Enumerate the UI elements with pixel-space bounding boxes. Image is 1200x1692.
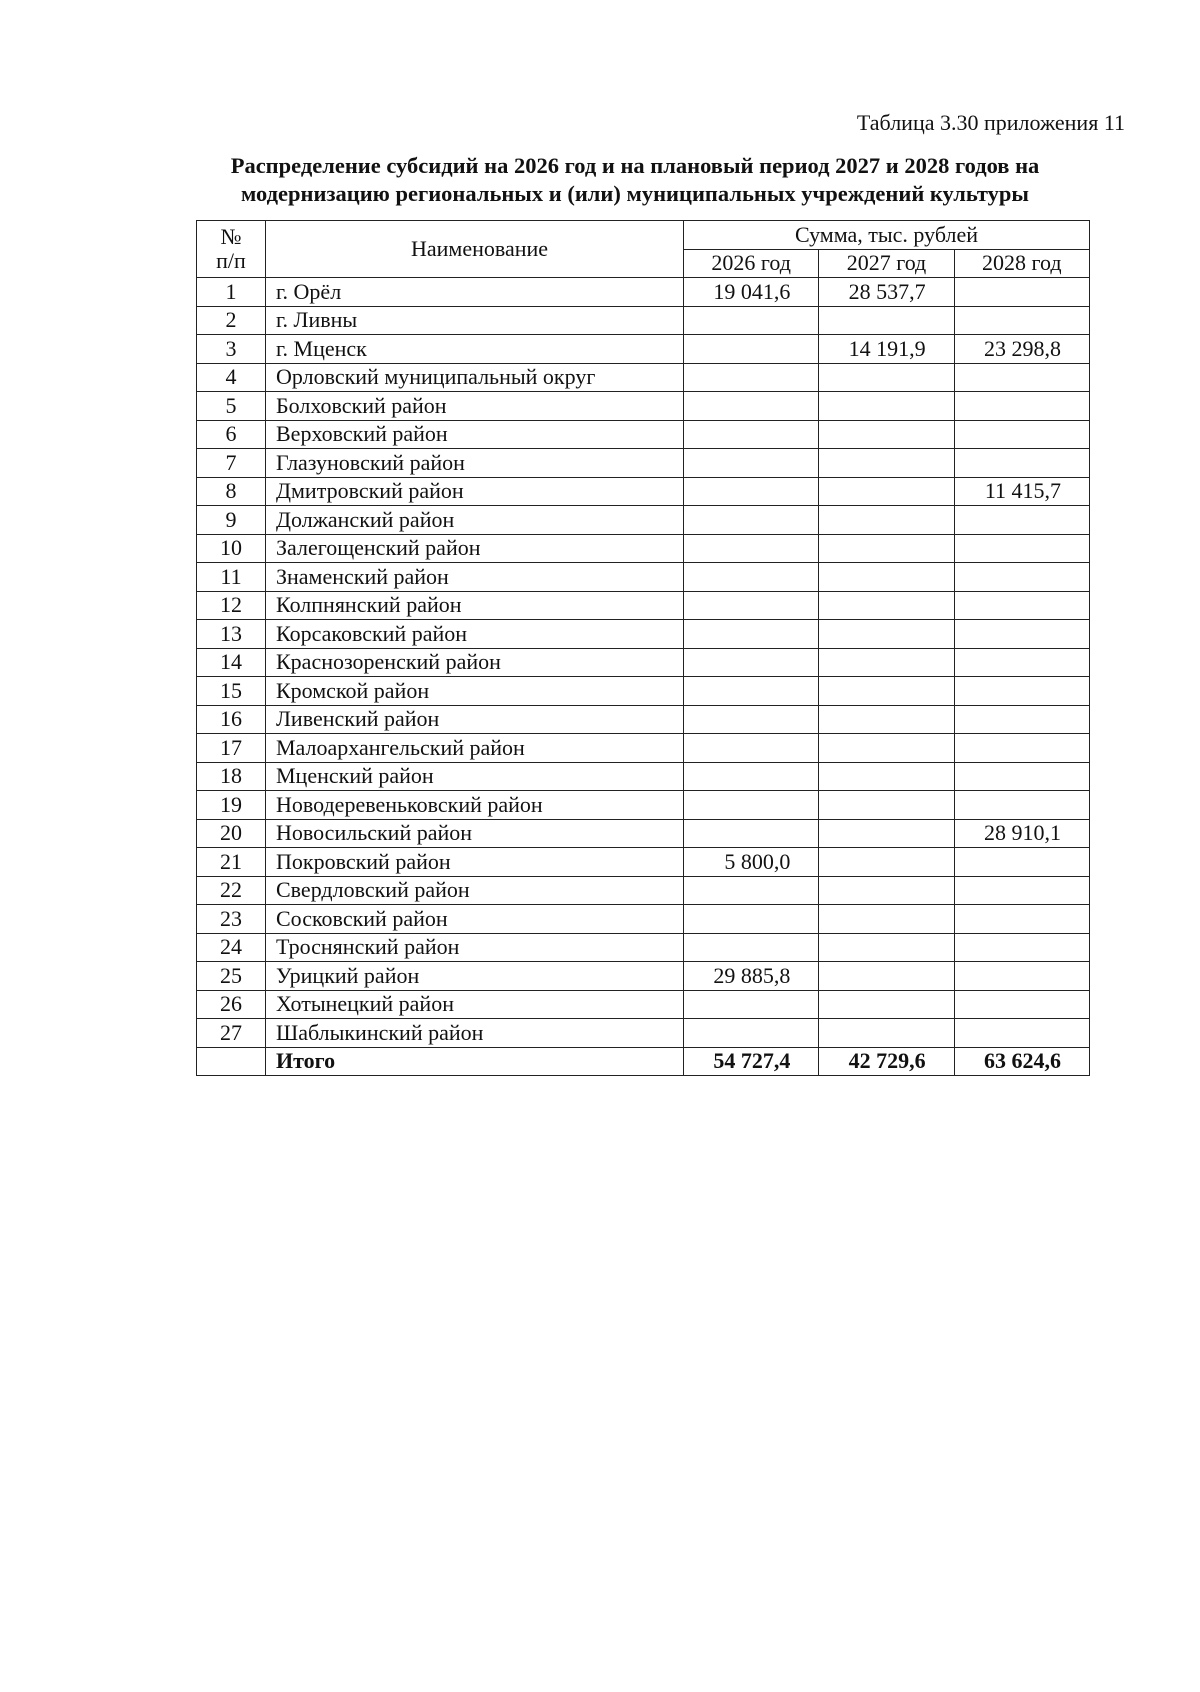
table-row — [197, 591, 1090, 620]
row-number: 5 — [197, 392, 266, 421]
table-row — [197, 677, 1090, 706]
row-number: 26 — [197, 990, 266, 1019]
header-year-2027: 2027 год — [819, 249, 954, 278]
row-value-2028: 11 415,7 — [954, 477, 1089, 506]
row-name: Троснянский район — [266, 933, 684, 962]
table-row — [197, 819, 1090, 848]
row-value-2026 — [684, 363, 819, 392]
row-value-2028 — [954, 791, 1089, 820]
row-value-2027 — [819, 876, 954, 905]
row-number: 12 — [197, 591, 266, 620]
table-body — [197, 278, 1090, 1076]
table-row — [197, 363, 1090, 392]
table-row — [197, 1019, 1090, 1048]
row-name: Шаблыкинский район — [266, 1019, 684, 1048]
row-name: Новосильский район — [266, 819, 684, 848]
row-number: 27 — [197, 1019, 266, 1048]
total-value-2027: 42 729,6 — [819, 1047, 954, 1076]
header-year-2026: 2026 год — [684, 249, 819, 278]
table-row — [197, 506, 1090, 535]
row-value-2026 — [684, 705, 819, 734]
row-name: Краснозоренский район — [266, 648, 684, 677]
header-num-line-1: № — [220, 224, 242, 249]
row-name: Знаменский район — [266, 563, 684, 592]
row-value-2027 — [819, 1019, 954, 1048]
row-number: 6 — [197, 420, 266, 449]
row-value-2026 — [684, 563, 819, 592]
subsidy-table — [196, 220, 1090, 1076]
table-row — [197, 648, 1090, 677]
row-value-2026 — [684, 677, 819, 706]
row-value-2027 — [819, 819, 954, 848]
table-row — [197, 534, 1090, 563]
table-row — [197, 306, 1090, 335]
title-line-2: модернизацию региональных и (или) муниципальных учреждений культуры — [241, 181, 1029, 206]
row-name: Дмитровский район — [266, 477, 684, 506]
row-value-2026 — [684, 449, 819, 478]
row-name: Залегощенский район — [266, 534, 684, 563]
row-value-2026 — [684, 306, 819, 335]
row-value-2027 — [819, 933, 954, 962]
table-row — [197, 420, 1090, 449]
row-value-2028 — [954, 648, 1089, 677]
row-number: 7 — [197, 449, 266, 478]
table-row — [197, 477, 1090, 506]
row-value-2027 — [819, 734, 954, 763]
row-number: 15 — [197, 677, 266, 706]
row-value-2028 — [954, 363, 1089, 392]
row-name: г. Мценск — [266, 335, 684, 364]
row-value-2028 — [954, 734, 1089, 763]
row-value-2028 — [954, 392, 1089, 421]
table-row — [197, 962, 1090, 991]
table-row — [197, 620, 1090, 649]
row-value-2028 — [954, 420, 1089, 449]
row-value-2028 — [954, 848, 1089, 877]
row-name: Мценский район — [266, 762, 684, 791]
row-number: 14 — [197, 648, 266, 677]
row-value-2028 — [954, 677, 1089, 706]
row-value-2027 — [819, 563, 954, 592]
row-value-2027 — [819, 477, 954, 506]
row-value-2027 — [819, 905, 954, 934]
table-row — [197, 905, 1090, 934]
row-number: 19 — [197, 791, 266, 820]
row-name: Новодеревеньковский район — [266, 791, 684, 820]
row-value-2026: 5 800,0 — [684, 848, 819, 877]
row-value-2026 — [684, 762, 819, 791]
row-number: 22 — [197, 876, 266, 905]
row-value-2027 — [819, 677, 954, 706]
row-name: Верховский район — [266, 420, 684, 449]
row-value-2026 — [684, 1019, 819, 1048]
row-number: 1 — [197, 278, 266, 307]
row-value-2028 — [954, 591, 1089, 620]
row-value-2028 — [954, 1019, 1089, 1048]
row-number: 2 — [197, 306, 266, 335]
row-value-2027 — [819, 791, 954, 820]
row-name: Свердловский район — [266, 876, 684, 905]
row-value-2027 — [819, 363, 954, 392]
row-name: Глазуновский район — [266, 449, 684, 478]
row-value-2027 — [819, 990, 954, 1019]
row-value-2026 — [684, 819, 819, 848]
table-row — [197, 791, 1090, 820]
row-number: 21 — [197, 848, 266, 877]
row-value-2028: 23 298,8 — [954, 335, 1089, 364]
row-value-2026: 19 041,6 — [684, 278, 819, 307]
row-value-2027 — [819, 449, 954, 478]
row-value-2028: 28 910,1 — [954, 819, 1089, 848]
row-value-2026 — [684, 876, 819, 905]
row-value-2027 — [819, 392, 954, 421]
row-number: 23 — [197, 905, 266, 934]
header-num-line-2: п/п — [216, 248, 246, 273]
row-number: 4 — [197, 363, 266, 392]
row-value-2026: 29 885,8 — [684, 962, 819, 991]
table-row — [197, 705, 1090, 734]
row-number: 16 — [197, 705, 266, 734]
total-value-2028: 63 624,6 — [954, 1047, 1089, 1076]
row-number: 24 — [197, 933, 266, 962]
row-value-2027: 14 191,9 — [819, 335, 954, 364]
row-value-2028 — [954, 306, 1089, 335]
row-value-2026 — [684, 620, 819, 649]
row-value-2027 — [819, 848, 954, 877]
table-row — [197, 848, 1090, 877]
row-value-2026 — [684, 734, 819, 763]
row-value-2026 — [684, 420, 819, 449]
row-number: 25 — [197, 962, 266, 991]
header-sum: Сумма, тыс. рублей — [684, 221, 1090, 250]
row-number: 18 — [197, 762, 266, 791]
row-name: Кромской район — [266, 677, 684, 706]
row-name: Покровский район — [266, 848, 684, 877]
row-value-2028 — [954, 278, 1089, 307]
row-value-2028 — [954, 506, 1089, 535]
row-name: Сосковский район — [266, 905, 684, 934]
table-row — [197, 876, 1090, 905]
table-row — [197, 933, 1090, 962]
header-row-1 — [197, 221, 1090, 250]
row-value-2027 — [819, 306, 954, 335]
row-name: Должанский район — [266, 506, 684, 535]
total-value-2026: 54 727,4 — [684, 1047, 819, 1076]
row-number: 11 — [197, 563, 266, 592]
row-value-2026 — [684, 534, 819, 563]
row-name: Болховский район — [266, 392, 684, 421]
row-value-2028 — [954, 905, 1089, 934]
row-value-2026 — [684, 990, 819, 1019]
row-name: Колпнянский район — [266, 591, 684, 620]
row-name: Хотынецкий район — [266, 990, 684, 1019]
row-value-2027 — [819, 620, 954, 649]
row-value-2027 — [819, 591, 954, 620]
row-value-2028 — [954, 563, 1089, 592]
document-title — [180, 152, 1090, 208]
total-number — [197, 1047, 266, 1076]
header-name: Наименование — [266, 221, 684, 278]
row-name: г. Ливны — [266, 306, 684, 335]
row-value-2027 — [819, 705, 954, 734]
table-row — [197, 278, 1090, 307]
table-row — [197, 990, 1090, 1019]
table-row — [197, 449, 1090, 478]
total-row — [197, 1047, 1090, 1076]
table-row — [197, 392, 1090, 421]
row-number: 8 — [197, 477, 266, 506]
row-value-2027: 28 537,7 — [819, 278, 954, 307]
row-value-2028 — [954, 990, 1089, 1019]
row-number: 17 — [197, 734, 266, 763]
row-value-2028 — [954, 933, 1089, 962]
title-line-1: Распределение субсидий на 2026 год и на плановый период 2027 и 2028 годов на — [230, 153, 1040, 178]
row-name: Малоархангельский район — [266, 734, 684, 763]
row-value-2026 — [684, 933, 819, 962]
row-value-2026 — [684, 791, 819, 820]
row-value-2028 — [954, 876, 1089, 905]
row-value-2026 — [684, 477, 819, 506]
header-year-2028: 2028 год — [954, 249, 1089, 278]
row-name: Урицкий район — [266, 962, 684, 991]
table-row — [197, 335, 1090, 364]
row-name: Ливенский район — [266, 705, 684, 734]
row-number: 3 — [197, 335, 266, 364]
total-label: Итого — [266, 1047, 684, 1076]
row-value-2028 — [954, 620, 1089, 649]
row-value-2027 — [819, 506, 954, 535]
row-value-2026 — [684, 392, 819, 421]
row-number: 13 — [197, 620, 266, 649]
row-number: 10 — [197, 534, 266, 563]
row-value-2026 — [684, 905, 819, 934]
row-value-2026 — [684, 335, 819, 364]
row-value-2026 — [684, 591, 819, 620]
row-value-2026 — [684, 506, 819, 535]
row-value-2027 — [819, 420, 954, 449]
row-value-2027 — [819, 962, 954, 991]
row-value-2027 — [819, 762, 954, 791]
row-value-2027 — [819, 534, 954, 563]
row-value-2027 — [819, 648, 954, 677]
row-name: г. Орёл — [266, 278, 684, 307]
row-value-2028 — [954, 705, 1089, 734]
row-value-2028 — [954, 962, 1089, 991]
table-row — [197, 762, 1090, 791]
row-name: Орловский муниципальный округ — [266, 363, 684, 392]
table-row — [197, 734, 1090, 763]
table-row — [197, 563, 1090, 592]
table-caption: Таблица 3.30 приложения 11 — [856, 110, 1125, 135]
row-value-2026 — [684, 648, 819, 677]
header-num — [197, 221, 266, 278]
row-value-2028 — [954, 762, 1089, 791]
row-number: 20 — [197, 819, 266, 848]
row-value-2028 — [954, 449, 1089, 478]
row-number: 9 — [197, 506, 266, 535]
row-value-2028 — [954, 534, 1089, 563]
row-name: Корсаковский район — [266, 620, 684, 649]
